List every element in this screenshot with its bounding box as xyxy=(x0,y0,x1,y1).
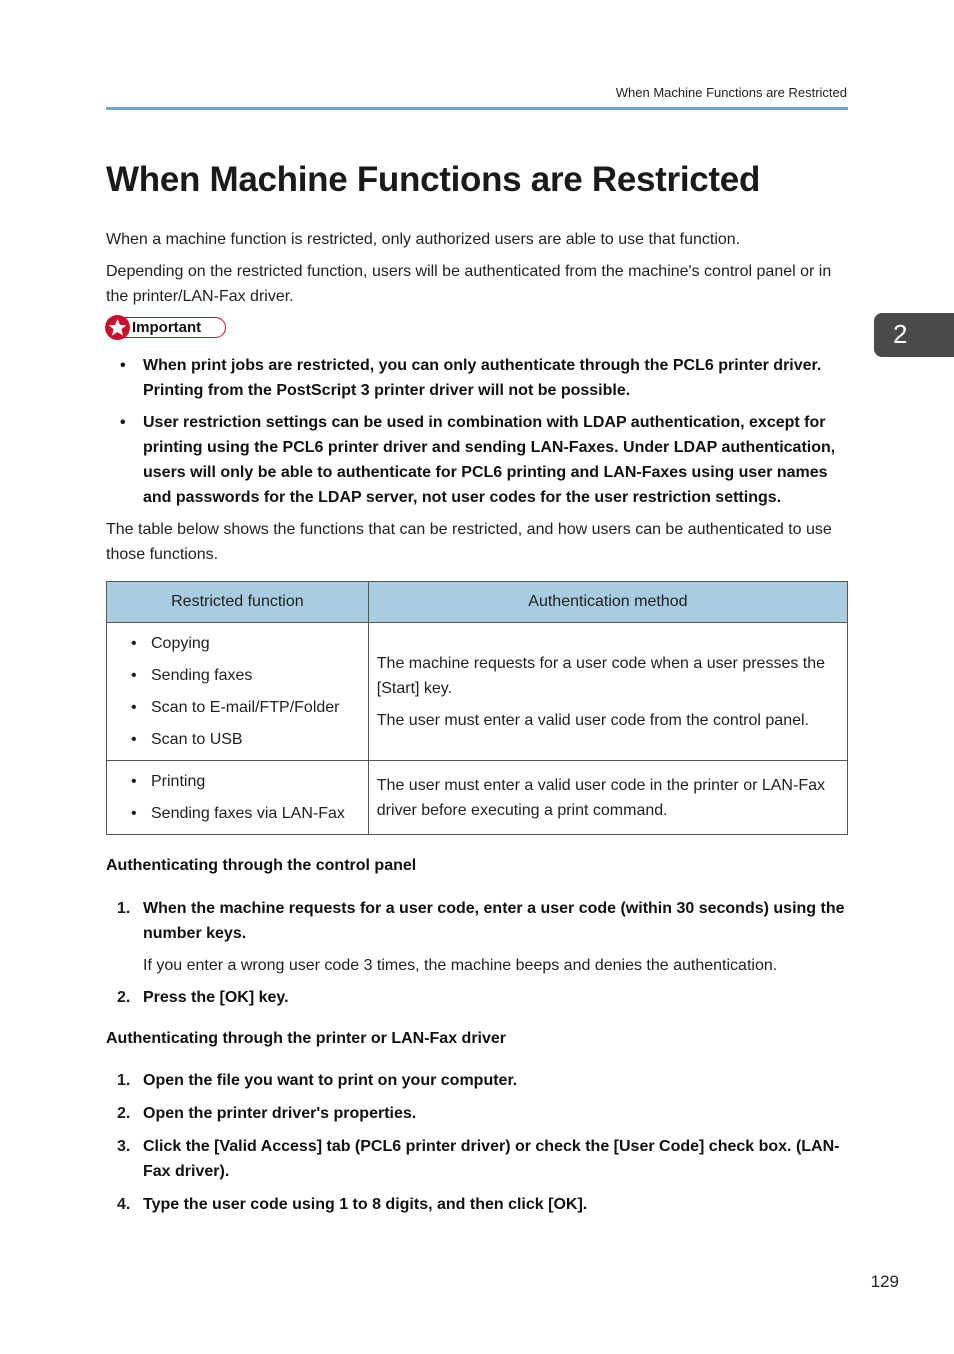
control-panel-steps xyxy=(106,896,848,1010)
step-item xyxy=(106,896,848,978)
step-text: When the machine requests for a user code, enter a user code (within 30 seconds) using the number keys. xyxy=(143,900,845,942)
step-text: Open the file you want to print on your computer. xyxy=(143,1072,518,1089)
intro-paragraph-2: Depending on the restricted function, users will be authenticated from the machine's control panel or in the printer/LAN-Fax driver. xyxy=(106,263,832,305)
step-number: 2. xyxy=(117,989,131,1006)
table-row xyxy=(107,761,848,835)
method-cell xyxy=(368,623,847,761)
method-cell xyxy=(368,761,847,835)
step-item xyxy=(106,1068,848,1093)
important-list xyxy=(106,353,848,510)
section-heading-control-panel: Authenticating through the control panel xyxy=(106,857,417,874)
running-header: When Machine Functions are Restricted xyxy=(615,85,847,100)
step-text: Press the [OK] key. xyxy=(143,989,289,1006)
important-item xyxy=(106,410,848,510)
bullet-icon: • xyxy=(131,805,137,822)
function-cell xyxy=(107,623,369,761)
function-item xyxy=(107,727,368,752)
column-header-method: Authentication method xyxy=(368,582,847,623)
step-note: If you enter a wrong user code 3 times, the machine beeps and denies the authentication. xyxy=(143,957,778,974)
table-row xyxy=(107,623,848,761)
page-number: 129 xyxy=(870,1272,899,1291)
step-item xyxy=(106,1134,848,1184)
function-label: Scan to USB xyxy=(151,731,243,748)
column-header-function: Restricted function xyxy=(107,582,369,623)
step-item xyxy=(106,985,848,1010)
important-badge xyxy=(106,317,226,338)
important-item xyxy=(106,353,848,403)
table-header-row xyxy=(107,582,848,623)
function-label: Copying xyxy=(151,635,210,652)
method-text: The user must enter a valid user code in the printer or LAN-Fax driver before executing a print command. xyxy=(376,776,825,819)
function-label: Sending faxes xyxy=(151,667,253,684)
method-text: The machine requests for a user code when a user presses the [Start] key. xyxy=(376,654,826,697)
important-item-text: User restriction settings can be used in combination with LDAP authentication, except for printing using the PCL6 printer driver and sending LAN-Faxes. Under LDAP authentication, users will only be able to authenticate for PCL6 printing and LAN-Faxes using user names and passwords for the LDAP server, not user codes for the user restriction settings. xyxy=(143,414,836,506)
bullet-icon: • xyxy=(120,414,126,431)
bullet-icon: • xyxy=(131,731,137,748)
function-cell xyxy=(107,761,369,835)
function-item xyxy=(107,801,368,826)
step-number: 4. xyxy=(117,1196,131,1213)
bullet-icon: • xyxy=(131,699,137,716)
function-label: Sending faxes via LAN-Fax xyxy=(151,805,345,822)
function-item xyxy=(107,695,368,720)
function-label: Printing xyxy=(151,773,206,790)
table-intro: The table below shows the functions that can be restricted, and how users can be authenticated to use those functions. xyxy=(106,521,832,563)
bullet-icon: • xyxy=(131,635,137,652)
step-text: Type the user code using 1 to 8 digits, and then click [OK]. xyxy=(143,1196,588,1213)
step-text: Click the [Valid Access] tab (PCL6 printer driver) or check the [User Code] check box. (LAN-Fax driver). xyxy=(143,1138,840,1180)
function-label: Scan to E-mail/FTP/Folder xyxy=(151,699,340,716)
step-number: 1. xyxy=(117,1072,131,1089)
bullet-icon: • xyxy=(120,357,126,374)
chapter-tab[interactable] xyxy=(874,313,954,357)
bullet-icon: • xyxy=(131,667,137,684)
intro-paragraph-1: When a machine function is restricted, only authorized users are able to use that function. xyxy=(106,231,741,248)
bullet-icon: • xyxy=(131,773,137,790)
function-item xyxy=(107,769,368,794)
step-number: 2. xyxy=(117,1105,131,1122)
step-item xyxy=(106,1101,848,1126)
header-rule xyxy=(106,107,848,110)
function-list xyxy=(107,631,368,752)
function-item xyxy=(107,631,368,656)
chapter-tab-label: 2 xyxy=(893,319,908,349)
important-label: Important xyxy=(132,319,202,336)
restriction-table xyxy=(106,581,848,835)
important-item-text: When print jobs are restricted, you can only authenticate through the PCL6 printer driver. Printing from the PostScript 3 printer driver will not be possible. xyxy=(143,357,822,399)
section-heading-driver: Authenticating through the printer or LAN-Fax driver xyxy=(106,1030,507,1047)
step-number: 1. xyxy=(117,900,131,917)
step-text: Open the printer driver's properties. xyxy=(143,1105,417,1122)
page-title: When Machine Functions are Restricted xyxy=(106,160,761,199)
star-icon xyxy=(105,315,130,340)
driver-steps xyxy=(106,1068,848,1217)
step-number: 3. xyxy=(117,1138,131,1155)
method-text: The user must enter a valid user code from the control panel. xyxy=(376,711,809,729)
function-list xyxy=(107,769,368,826)
function-item xyxy=(107,663,368,688)
step-item xyxy=(106,1192,848,1217)
